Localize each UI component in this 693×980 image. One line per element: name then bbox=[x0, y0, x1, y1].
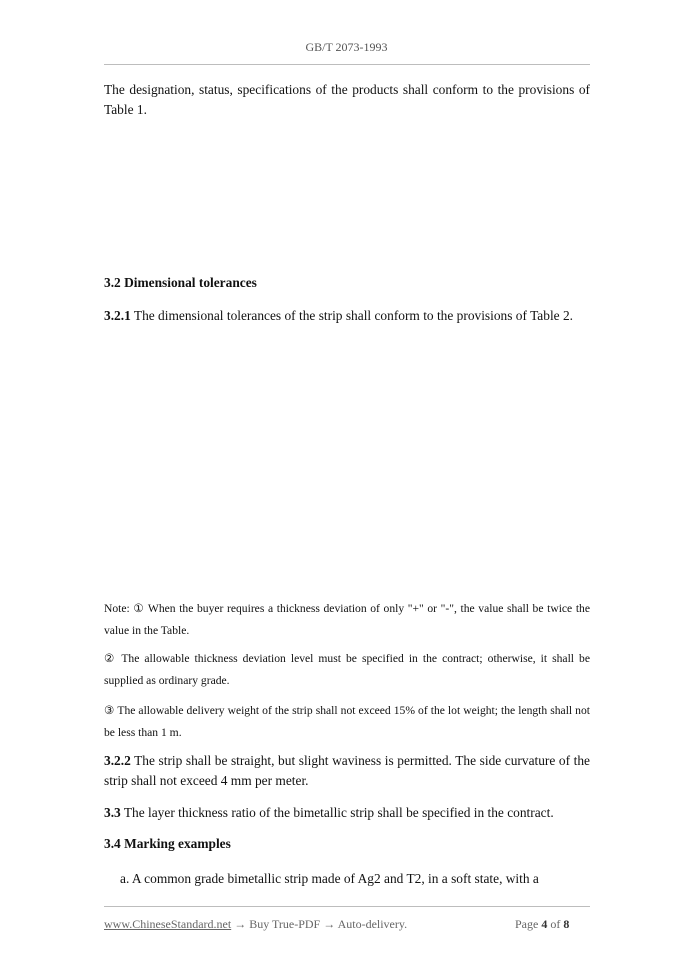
marking-example-a: a. A common grade bimetallic strip made of Ag2 and T2, in a soft state, with a bbox=[120, 871, 539, 886]
clause-3-3 bbox=[104, 803, 590, 823]
page-header: GB/T 2073-1993 bbox=[305, 40, 388, 54]
note-3: ③ The allowable delivery weight of the strip shall not exceed 15% of the lot weight; the length shall not be less than 1 m. bbox=[104, 704, 590, 739]
page-indicator bbox=[515, 917, 569, 932]
of-label: of bbox=[547, 917, 564, 931]
section-3-2-heading: 3.2 Dimensional tolerances bbox=[104, 275, 257, 290]
note-1: Note: ① When the buyer requires a thickness deviation of only "+" or "-", the value shall be twice the value in the Table. bbox=[104, 602, 590, 637]
page-label: Page bbox=[515, 917, 542, 931]
clause-3-3-text: The layer thickness ratio of the bimetallic strip shall be specified in the contract. bbox=[120, 805, 554, 820]
clause-3-2-1-text: The dimensional tolerances of the strip shall conform to the provisions of Table 2. bbox=[130, 308, 574, 323]
intro-paragraph: The designation, status, specifications of the products shall conform to the provisions of Table 1. bbox=[104, 82, 590, 117]
footer-promo-text: → Buy True-PDF → Auto-delivery. bbox=[231, 917, 408, 931]
page-total: 8 bbox=[563, 917, 570, 931]
section-3-4-heading: 3.4 Marking examples bbox=[104, 836, 231, 851]
note-2: ② The allowable thickness deviation level must be specified in the contract; otherwise, it shall be supplied as ordinary grade. bbox=[104, 652, 590, 687]
header-divider bbox=[104, 64, 590, 65]
clause-3-2-2-text: The strip shall be straight, but slight waviness is permitted. The side curvature of the strip shall not exceed 4 mm per meter. bbox=[104, 753, 590, 788]
footer-divider bbox=[104, 906, 590, 907]
clause-3-2-1 bbox=[104, 306, 590, 326]
clause-3-2-2-number: 3.2.2 bbox=[104, 753, 131, 768]
chinesestandard-link[interactable]: www.ChineseStandard.net bbox=[104, 917, 232, 931]
clause-3-3-number: 3.3 bbox=[104, 805, 121, 820]
clause-3-2-1-number: 3.2.1 bbox=[104, 308, 131, 323]
clause-3-2-2 bbox=[104, 751, 590, 791]
footer-promo bbox=[104, 917, 407, 932]
page-number: 4 bbox=[541, 917, 548, 931]
